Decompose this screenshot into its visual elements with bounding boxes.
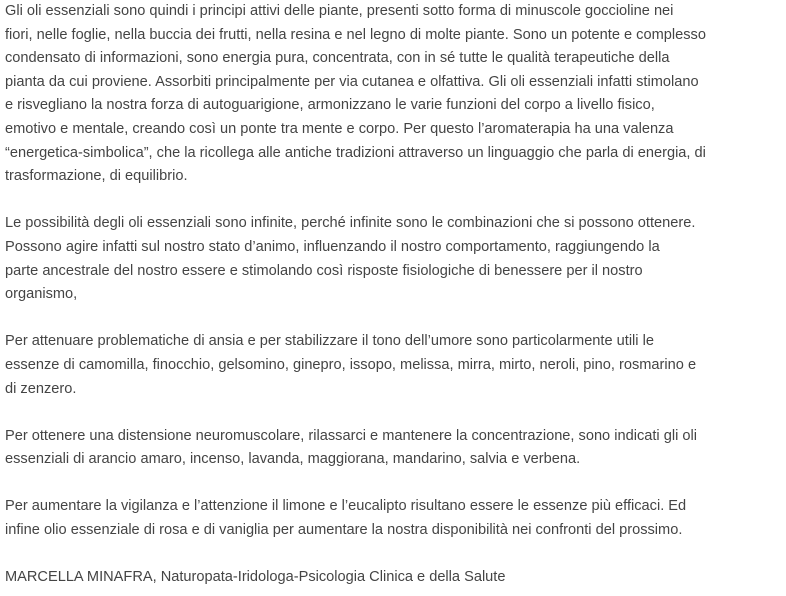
paragraph-line: essenziali di arancio amaro, incenso, lavanda, maggiorana, mandarino, salvia e verbena. [5, 451, 581, 468]
paragraph-line: infine olio essenziale di rosa e di vaniglia per aumentare la nostra disponibilità nei confronti del prossimo. [5, 522, 683, 539]
paragraph-line: Gli oli essenziali sono quindi i principi attivi delle piante, presenti sotto forma di minuscole goccioline nei [5, 3, 674, 19]
article-body [5, 0, 783, 590]
paragraph-line: parte ancestrale del nostro essere e stimolando così risposte fisiologiche di benessere per il nostro [5, 262, 643, 279]
paragraph-line: condensato di informazioni, sono energia pura, concentrata, con in sé tutte le qualità terapeutiche della [5, 50, 670, 67]
paragraph-line: e risvegliano la nostra forza di autoguarigione, armonizzano le varie funzioni del corpo a livello fisico, [5, 97, 655, 114]
paragraph-line: Per ottenere una distensione neuromuscolare, rilassarci e mantenere la concentrazione, sono indicati gli oli [5, 427, 697, 444]
paragraph-line: Per aumentare la vigilanza e l’attenzione il limone e l’eucalipto risultano essere le essenze più efficaci. Ed [5, 498, 687, 515]
paragraph-line: “energetica-simbolica”, che la ricollega alle antiche tradizioni attraverso un linguaggio che parla di energia, di [5, 144, 706, 161]
signature-text: MARCELLA MINAFRA, Naturopata-Iridologa-Psicologia Clinica e della Salute [5, 569, 506, 586]
paragraph-line: di zenzero. [5, 380, 77, 397]
paragraph-vigilance [5, 495, 783, 542]
paragraph-line: pianta da cui proviene. Assorbiti principalmente per via cutanea e olfattiva. Gli oli essenziali infatti stimolano [5, 73, 699, 90]
paragraph-line: essenze di camomilla, finocchio, gelsomino, ginepro, issopo, melissa, mirra, mirto, neroli, pino, rosmarino e [5, 356, 697, 373]
paragraph-line: Possono agire infatti sul nostro stato d’animo, influenzando il nostro comportamento, raggiungendo la [5, 238, 660, 255]
paragraph-line: emotivo e mentale, creando così un ponte tra mente e corpo. Per questo l’aromaterapia ha una valenza [5, 120, 674, 137]
paragraph-line: Per attenuare problematiche di ansia e per stabilizzare il tono dell’umore sono particolarmente utili le [5, 333, 654, 350]
paragraph-line: fiori, nelle foglie, nella buccia dei frutti, nella resina e nel legno di molte piante. Sono un potente e complesso [5, 26, 706, 43]
paragraph-line: organismo, [5, 286, 78, 303]
paragraph-relaxation [5, 425, 783, 472]
paragraph-essential-oils-intro [5, 0, 783, 189]
paragraph-line: trasformazione, di equilibrio. [5, 168, 188, 185]
paragraph-anxiety [5, 330, 783, 401]
author-signature [5, 566, 783, 590]
paragraph-possibilities [5, 212, 783, 306]
paragraph-line: Le possibilità degli oli essenziali sono infinite, perché infinite sono le combinazioni che si possono ottenere. [5, 215, 696, 232]
